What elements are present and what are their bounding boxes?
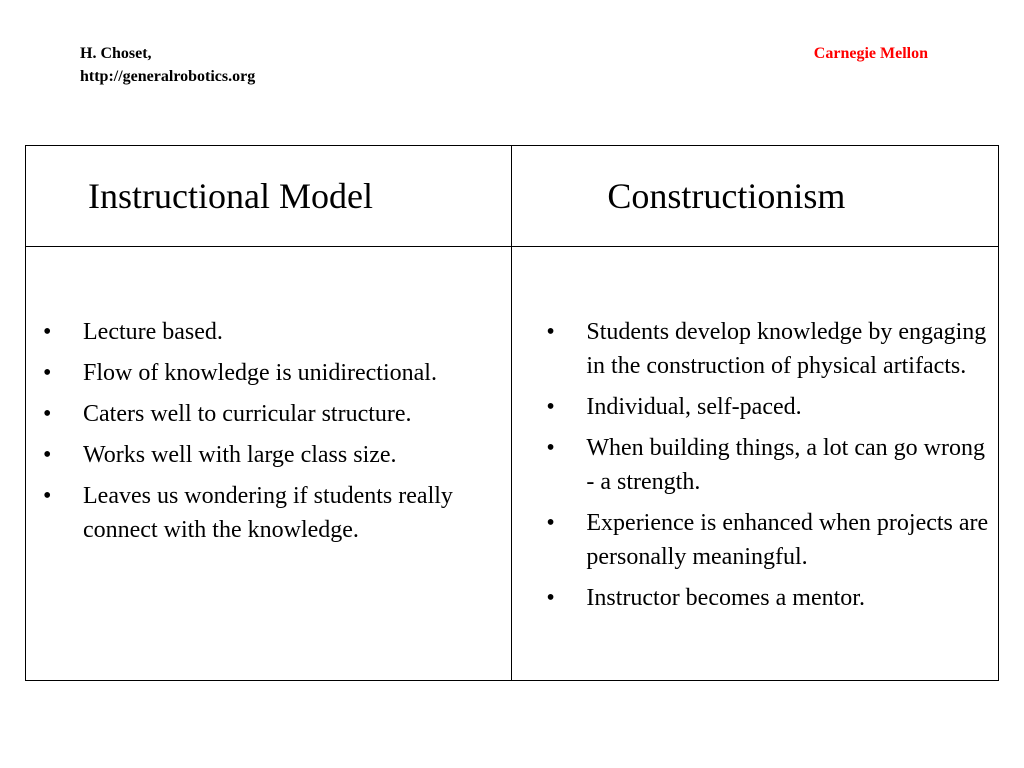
author-name: H. Choset, bbox=[80, 45, 152, 62]
constructionism-list bbox=[512, 247, 998, 615]
list-item-text: When building things, a lot can go wrong - a strength. bbox=[586, 435, 985, 495]
bullet-icon: • bbox=[546, 319, 555, 345]
body-cell-right bbox=[512, 247, 999, 681]
heading-constructionism: Constructionism bbox=[607, 176, 846, 216]
list-item bbox=[512, 390, 998, 424]
instructional-model-list bbox=[26, 247, 511, 547]
organization-name: Carnegie Mellon bbox=[813, 45, 928, 62]
list-item-text: Caters well to curricular structure. bbox=[83, 401, 412, 427]
table-body-row bbox=[26, 247, 999, 681]
list-item-text: Flow of knowledge is unidirectional. bbox=[83, 360, 437, 386]
bullet-icon: • bbox=[43, 319, 52, 345]
header-cell-right bbox=[512, 146, 999, 247]
list-item bbox=[512, 506, 998, 574]
author-url: http://generalrobotics.org bbox=[80, 68, 256, 85]
bullet-icon: • bbox=[546, 510, 555, 536]
list-item bbox=[512, 581, 998, 615]
list-item bbox=[26, 315, 511, 349]
author-credit bbox=[80, 42, 255, 88]
comparison-table bbox=[25, 145, 999, 681]
bullet-icon: • bbox=[546, 585, 555, 611]
list-item bbox=[26, 397, 511, 431]
table-header-row bbox=[26, 146, 999, 247]
list-item-text: Students develop knowledge by engaging in the construction of physical artifacts. bbox=[586, 319, 987, 379]
body-cell-left bbox=[26, 247, 512, 681]
bullet-icon: • bbox=[43, 442, 52, 468]
list-item bbox=[512, 431, 998, 499]
list-item-text: Instructor becomes a mentor. bbox=[586, 585, 865, 611]
bullet-icon: • bbox=[43, 360, 52, 386]
list-item-text: Leaves us wondering if students really connect with the knowledge. bbox=[83, 483, 453, 543]
list-item-text: Lecture based. bbox=[83, 319, 223, 345]
list-item-text: Works well with large class size. bbox=[83, 442, 397, 468]
list-item bbox=[26, 479, 511, 547]
bullet-icon: • bbox=[546, 394, 555, 420]
bullet-icon: • bbox=[546, 435, 555, 461]
list-item bbox=[512, 315, 998, 383]
list-item-text: Experience is enhanced when projects are personally meaningful. bbox=[586, 510, 989, 570]
bullet-icon: • bbox=[43, 401, 52, 427]
list-item-text: Individual, self-paced. bbox=[586, 394, 802, 420]
list-item bbox=[26, 356, 511, 390]
header-cell-left bbox=[26, 146, 512, 247]
bullet-icon: • bbox=[43, 483, 52, 509]
heading-instructional-model: Instructional Model bbox=[88, 176, 373, 216]
list-item bbox=[26, 438, 511, 472]
